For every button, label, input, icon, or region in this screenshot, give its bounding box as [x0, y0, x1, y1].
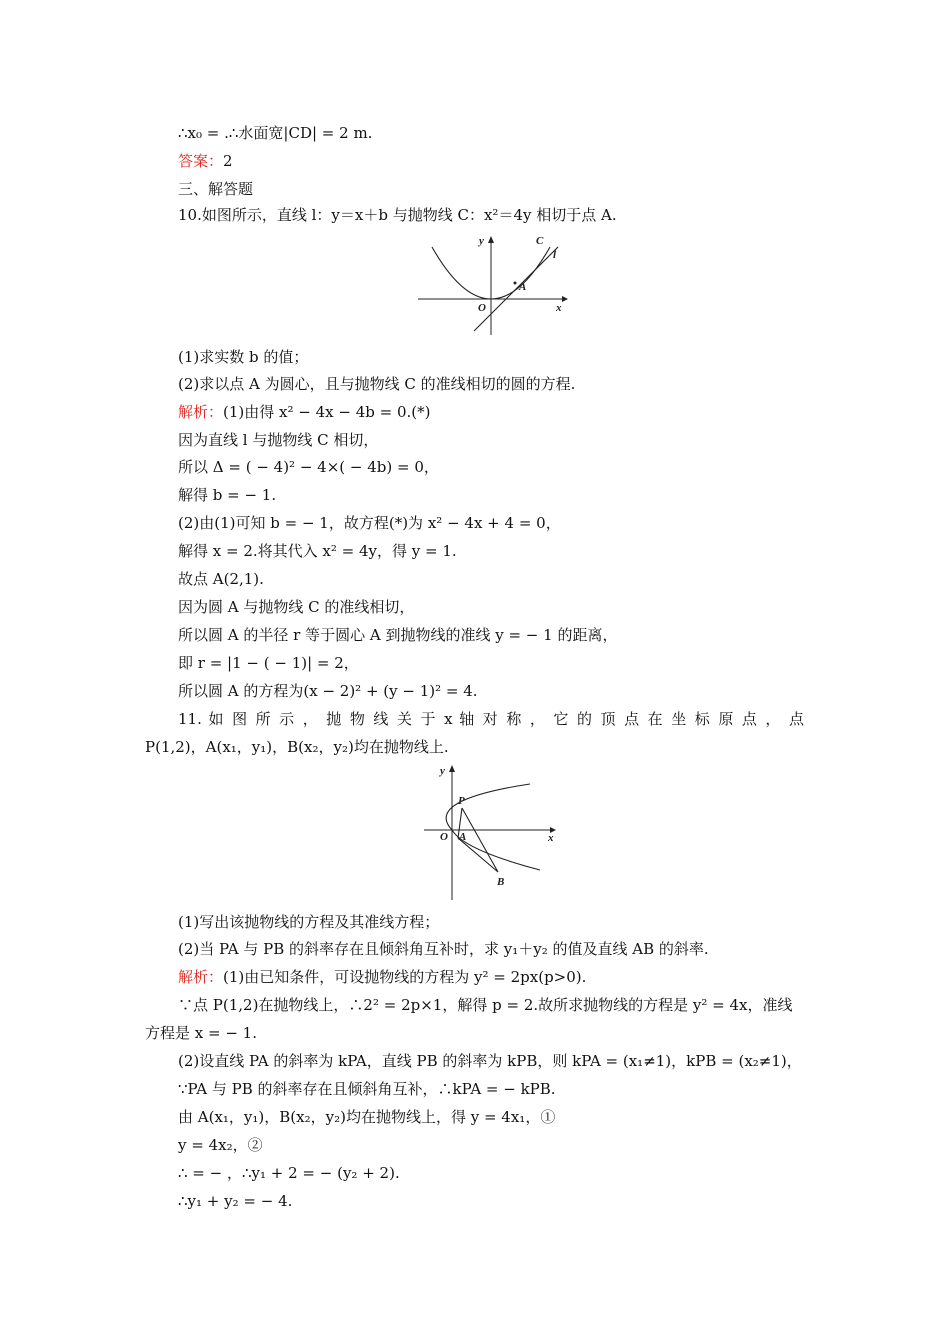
question-1: (1)写出该抛物线的方程及其准线方程；	[178, 913, 440, 931]
figure-2-parabola-points	[422, 760, 564, 902]
text-line: y = 4x₂，②	[178, 1136, 263, 1154]
fig2-label-A: A	[459, 831, 467, 843]
fig1-label-A: A	[519, 281, 527, 293]
fig1-label-C: C	[536, 235, 544, 247]
text-line: 因为直线 l 与抛物线 C 相切，	[178, 431, 379, 449]
text-line: 解得 b = − 1.	[178, 486, 277, 504]
solution-label: 解析：	[178, 968, 224, 986]
text-line: 由 A(x₁，y₁)，B(x₂，y₂)均在抛物线上，得 y = 4x₁，①	[178, 1108, 556, 1126]
problem-11-statement-cont: P(1,2)，A(x₁，y₁)，B(x₂，y₂)均在抛物线上.	[145, 738, 449, 756]
answer-line	[178, 151, 233, 171]
text-line: ∵PA 与 PB 的斜率存在且倾斜角互补，∴kPA = − kPB.	[178, 1080, 556, 1098]
text-line: (2)由(1)可知 b = − 1，故方程(*)为 x² − 4x + 4 = 0，	[178, 514, 561, 532]
text-line: 方程是 x = − 1.	[145, 1024, 257, 1042]
text-line: ∴ = − ，∴y₁ + 2 = − (y₂ + 2).	[178, 1164, 400, 1182]
fig2-label-O: O	[440, 831, 448, 843]
text-line: ∵点 P(1,2)在抛物线上，∴2² = 2p×1，解得 p = 2.故所求抛物线的方程是 y² = 4x，准线	[178, 996, 793, 1014]
fig2-label-y: y	[440, 765, 445, 777]
text-line: 解得 x = 2.将其代入 x² = 4y，得 y = 1.	[178, 542, 457, 560]
text-line: 所以圆 A 的半径 r 等于圆心 A 到抛物线的准线 y = − 1 的距离，	[178, 626, 618, 644]
section-heading: 三、解答题	[178, 180, 254, 198]
problem-10-statement: 10.如图所示，直线 l：y＝x＋b 与抛物线 C：x²＝4y 相切于点 A.	[178, 206, 617, 224]
solution-text: (1)由得 x² − 4x − 4b = 0.(*)	[223, 403, 431, 421]
text-line: 因为圆 A 与抛物线 C 的准线相切，	[178, 598, 415, 616]
fig2-label-B: B	[497, 876, 505, 888]
question-1: (1)求实数 b 的值；	[178, 348, 309, 366]
solution-label: 解析：	[178, 403, 224, 421]
problem-11-statement: 11. 如 图 所 示 ， 抛 物 线 关 于 x 轴 对 称 ， 它 的 顶 点 在 坐 标 原 点 ， 点	[178, 710, 804, 728]
fig2-label-x: x	[548, 832, 554, 844]
answer-value: 2	[223, 152, 233, 170]
fig1-label-l: l	[553, 249, 557, 261]
fig2-label-P: P	[458, 795, 465, 807]
solution-line	[178, 967, 586, 987]
question-2: (2)求以点 A 为圆心，且与抛物线 C 的准线相切的圆的方程.	[178, 375, 576, 393]
fig1-label-y: y	[479, 235, 484, 247]
question-2: (2)当 PA 与 PB 的斜率存在且倾斜角互补时，求 y₁＋y₂ 的值及直线 AB 的斜率.	[178, 940, 709, 958]
fig1-label-x: x	[556, 302, 562, 314]
text-line: ∴x₀ = .∴水面宽|CD| = 2 m.	[178, 124, 373, 142]
fig1-label-O: O	[478, 302, 486, 314]
text-line: 所以圆 A 的方程为(x − 2)² + (y − 1)² = 4.	[178, 682, 478, 700]
text-line: 所以 Δ = ( − 4)² − 4×( − 4b) = 0，	[178, 458, 439, 476]
solution-text: (1)由已知条件，可设抛物线的方程为 y² = 2px(p>0).	[223, 968, 587, 986]
figure-1-parabola-tangent	[412, 233, 572, 339]
text-line: ∴y₁ + y₂ = − 4.	[178, 1192, 293, 1210]
answer-label: 答案：	[178, 152, 224, 170]
text-line: (2)设直线 PA 的斜率为 kPA，直线 PB 的斜率为 kPB，则 kPA = (x₁≠1)，kPB = (x₂≠1)，	[178, 1052, 802, 1070]
text-line: 故点 A(2,1).	[178, 570, 264, 588]
solution-line	[178, 402, 430, 422]
text-line: 即 r = |1 − ( − 1)| = 2，	[178, 654, 359, 672]
